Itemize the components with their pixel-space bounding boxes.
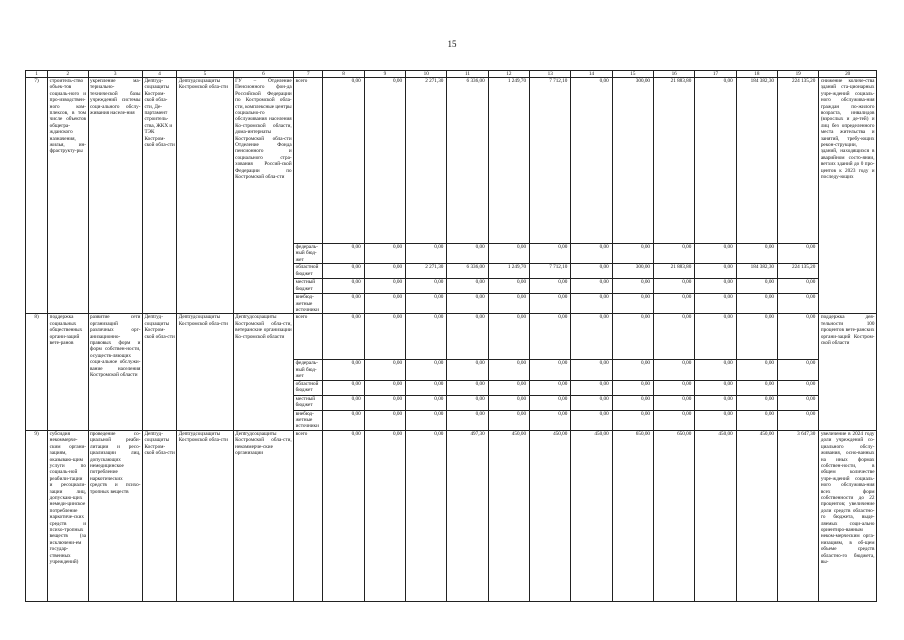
value-cell: 0,00 xyxy=(530,380,571,395)
value-cell: 0,00 xyxy=(695,78,736,244)
value-cell: 0,00 xyxy=(571,294,612,314)
column-number: 18 xyxy=(736,71,777,78)
value-cell: 0,00 xyxy=(612,360,653,380)
column-number: 4 xyxy=(142,71,176,78)
value-cell: 0,00 xyxy=(530,360,571,380)
program-table xyxy=(25,70,877,602)
value-cell: 0,00 xyxy=(530,395,571,410)
value-cell: 0,00 xyxy=(654,279,695,294)
column-number: 20 xyxy=(819,71,877,78)
value-cell: 0,00 xyxy=(778,410,819,430)
value-cell: 184 382,30 xyxy=(736,264,777,279)
value-cell: 0,00 xyxy=(612,244,653,264)
value-cell: 0,00 xyxy=(530,279,571,294)
value-cell: 6 336,00 xyxy=(447,264,488,279)
value-cell: 0,00 xyxy=(695,264,736,279)
value-cell: 0,00 xyxy=(695,360,736,380)
column-number: 11 xyxy=(447,71,488,78)
value-cell: 0,00 xyxy=(406,430,447,601)
value-cell: 0,00 xyxy=(736,410,777,430)
value-cell: 0,00 xyxy=(695,395,736,410)
value-cell: 0,00 xyxy=(323,244,364,264)
table-row xyxy=(26,430,877,601)
measure-goal: развитие сети организаций различных орг-анизационно-правовых форм и форм собствен-ности, осуществ-ляющих соци-альное обслужи-вание населения Костромской области xyxy=(88,314,142,430)
value-cell: 0,00 xyxy=(323,395,364,410)
value-cell: 224 135,20 xyxy=(778,264,819,279)
value-cell: 650,00 xyxy=(654,430,695,601)
funding-source: местный бюджет xyxy=(294,279,323,294)
column-number: 3 xyxy=(88,71,142,78)
value-cell: 450,00 xyxy=(488,430,529,601)
column-number: 16 xyxy=(654,71,695,78)
value-cell: 0,00 xyxy=(406,279,447,294)
value-cell: 6 336,00 xyxy=(447,78,488,244)
value-cell: 21 883,80 xyxy=(654,78,695,244)
value-cell: 0,00 xyxy=(778,395,819,410)
row-number: 7) xyxy=(26,78,48,314)
value-cell: 0,00 xyxy=(612,395,653,410)
measure-participant: Депtrудсоцзащиты Костромской обла-сти, ветеранские организации Ко-стромской области xyxy=(233,314,293,430)
funding-source: внебюд-жетные источники xyxy=(294,410,323,430)
value-cell: 0,00 xyxy=(364,395,405,410)
value-cell: 0,00 xyxy=(447,380,488,395)
value-cell: 0,00 xyxy=(447,294,488,314)
value-cell: 0,00 xyxy=(406,395,447,410)
value-cell: 0,00 xyxy=(695,410,736,430)
measure-executor: Депtrуд-соцзащиты Костром-ской обла-сти xyxy=(142,430,176,601)
measure-coexecutor: Депtrудсоцзащиты Костромской обла-сти xyxy=(177,314,233,430)
funding-source: всего xyxy=(294,78,323,244)
value-cell: 0,00 xyxy=(571,360,612,380)
value-cell: 0,00 xyxy=(323,410,364,430)
value-cell: 0,00 xyxy=(654,244,695,264)
value-cell: 0,00 xyxy=(778,244,819,264)
value-cell: 0,00 xyxy=(612,380,653,395)
value-cell: 0,00 xyxy=(612,279,653,294)
value-cell: 7 712,10 xyxy=(530,264,571,279)
funding-source: внебюд-жетные источники xyxy=(294,294,323,314)
value-cell: 497,30 xyxy=(447,430,488,601)
value-cell: 0,00 xyxy=(364,294,405,314)
value-cell: 0,00 xyxy=(447,410,488,430)
value-cell: 0,00 xyxy=(571,264,612,279)
value-cell: 300,00 xyxy=(612,78,653,244)
column-number: 5 xyxy=(177,71,233,78)
value-cell: 0,00 xyxy=(364,279,405,294)
value-cell: 0,00 xyxy=(488,395,529,410)
value-cell: 0,00 xyxy=(695,380,736,395)
column-number: 12 xyxy=(488,71,529,78)
value-cell: 0,00 xyxy=(654,294,695,314)
value-cell: 0,00 xyxy=(447,395,488,410)
value-cell: 0,00 xyxy=(406,294,447,314)
value-cell: 450,00 xyxy=(695,430,736,601)
value-cell: 0,00 xyxy=(530,410,571,430)
value-cell: 0,00 xyxy=(323,264,364,279)
value-cell: 0,00 xyxy=(612,410,653,430)
value-cell: 0,00 xyxy=(571,314,612,360)
value-cell: 0,00 xyxy=(778,294,819,314)
measure-coexecutor: Депtrудсоцзащиты Костромской обла-сти xyxy=(177,430,233,601)
column-number: 9 xyxy=(364,71,405,78)
value-cell: 0,00 xyxy=(571,410,612,430)
value-cell: 450,00 xyxy=(530,430,571,601)
value-cell: 450,00 xyxy=(736,430,777,601)
value-cell: 0,00 xyxy=(364,264,405,279)
value-cell: 0,00 xyxy=(364,380,405,395)
value-cell: 0,00 xyxy=(654,380,695,395)
table-row xyxy=(26,314,877,360)
funding-source: областной бюджет xyxy=(294,264,323,279)
value-cell: 2 271,30 xyxy=(406,78,447,244)
value-cell: 0,00 xyxy=(488,244,529,264)
value-cell: 0,00 xyxy=(571,279,612,294)
funding-source: всего xyxy=(294,430,323,601)
measure-goal: укрепление ма-териально-технической базы учреждений системы соци-ального обслу-живания населе-ния xyxy=(88,78,142,314)
value-cell: 0,00 xyxy=(406,244,447,264)
value-cell: 650,00 xyxy=(612,430,653,601)
value-cell: 0,00 xyxy=(530,244,571,264)
measure-participant: ГУ – Отделение Пенсионного фон-да Российской Федерации по Костромской обла-сти, комплексные центры социально-го обслуживания населения Ко-стромской области, дома-интернаты Костромской обла-сти Отделение Фонда пенсионного и социального стра-хования Россий-ской Федерации по Костромской обла-сти xyxy=(233,78,293,314)
value-cell: 7 712,10 xyxy=(530,78,571,244)
value-cell: 0,00 xyxy=(695,294,736,314)
column-number: 1 xyxy=(26,71,48,78)
column-number: 10 xyxy=(406,71,447,78)
value-cell: 3 647,30 xyxy=(778,430,819,601)
value-cell: 0,00 xyxy=(447,279,488,294)
value-cell: 0,00 xyxy=(364,410,405,430)
value-cell: 0,00 xyxy=(654,360,695,380)
column-number: 13 xyxy=(530,71,571,78)
column-number: 6 xyxy=(233,71,293,78)
value-cell: 0,00 xyxy=(364,244,405,264)
value-cell: 0,00 xyxy=(695,314,736,360)
value-cell: 0,00 xyxy=(778,360,819,380)
value-cell: 0,00 xyxy=(736,380,777,395)
value-cell: 0,00 xyxy=(571,244,612,264)
column-number: 17 xyxy=(695,71,736,78)
value-cell: 21 883,80 xyxy=(654,264,695,279)
value-cell: 2 271,30 xyxy=(406,264,447,279)
value-cell: 0,00 xyxy=(488,314,529,360)
value-cell: 0,00 xyxy=(695,279,736,294)
column-number: 7 xyxy=(294,71,323,78)
value-cell: 0,00 xyxy=(323,360,364,380)
measure-goal: проведение со-циальной реаби-литации и ресо-циализации лиц, допускающих немедицинское потребление наркотических средств и психо-тропных веществ xyxy=(88,430,142,601)
value-cell: 1 249,70 xyxy=(488,264,529,279)
value-cell: 0,00 xyxy=(406,314,447,360)
measure-coexecutor: Депtrудсоцзащиты Костромской обла-сти xyxy=(177,78,233,314)
value-cell: 0,00 xyxy=(406,410,447,430)
value-cell: 0,00 xyxy=(406,380,447,395)
value-cell: 0,00 xyxy=(447,314,488,360)
value-cell: 0,00 xyxy=(736,294,777,314)
value-cell: 300,00 xyxy=(612,264,653,279)
value-cell: 0,00 xyxy=(323,314,364,360)
value-cell: 0,00 xyxy=(488,279,529,294)
measure-name: поддержка социальных общественных органи-заций вете-ранов xyxy=(48,314,88,430)
measure-executor: Депtrуд-соцзащиты Костром-ской обла-сти xyxy=(142,314,176,430)
value-cell: 0,00 xyxy=(323,380,364,395)
expected-result: поддержка дея-тельности 100 процентов вете-ранских органи-заций Костром-ской области xyxy=(819,314,877,430)
value-cell: 0,00 xyxy=(323,78,364,244)
value-cell: 0,00 xyxy=(530,294,571,314)
value-cell: 0,00 xyxy=(364,360,405,380)
column-number: 8 xyxy=(323,71,364,78)
value-cell: 0,00 xyxy=(736,314,777,360)
measure-executor: Депtrуд-соцзащиты Костром-ской обла-сти, Де-партамент строитель-ства, ЖКХ и ТЭК Костром-ской обла-сти xyxy=(142,78,176,314)
value-cell: 0,00 xyxy=(736,360,777,380)
value-cell: 0,00 xyxy=(406,360,447,380)
value-cell: 0,00 xyxy=(364,78,405,244)
value-cell: 0,00 xyxy=(571,78,612,244)
header-row xyxy=(26,71,877,78)
measure-participant: Депtrудсоцзащиты Костромской обла-сти, некоммерче-ские организации xyxy=(233,430,293,601)
funding-source: федераль-ный бюд-жет xyxy=(294,360,323,380)
value-cell: 0,00 xyxy=(488,360,529,380)
expected-result: снижение количе-ства зданий ста-ционарных учре-ждений социаль-ного обслужива-ния граждан по-жилого возраста, инвалидов (взрослых и де-тей) и лиц без определенного места жительства и занятий, требу-ющих рекон-струкции, зданий, находящихся в аварийном состо-янии, ветхих зданий до 0 про-центов к 2023 году и последу-ющих xyxy=(819,78,877,314)
funding-source: всего xyxy=(294,314,323,360)
measure-name: строитель-ство объек-тов социаль-ного и про-изводствен-ного ком-плексов, в том числе объектов общегра-жданского назначения, жилья, ин-фраструкту-ры xyxy=(48,78,88,314)
value-cell: 0,00 xyxy=(654,314,695,360)
value-cell: 0,00 xyxy=(736,279,777,294)
funding-source: местный бюджет xyxy=(294,395,323,410)
value-cell: 0,00 xyxy=(364,314,405,360)
column-number: 2 xyxy=(48,71,88,78)
value-cell: 0,00 xyxy=(654,410,695,430)
value-cell: 0,00 xyxy=(447,244,488,264)
value-cell: 0,00 xyxy=(323,279,364,294)
value-cell: 450,00 xyxy=(571,430,612,601)
value-cell: 0,00 xyxy=(488,410,529,430)
value-cell: 0,00 xyxy=(654,395,695,410)
value-cell: 0,00 xyxy=(323,430,364,601)
value-cell: 0,00 xyxy=(530,314,571,360)
page-number: 15 xyxy=(447,39,457,49)
column-number: 19 xyxy=(778,71,819,78)
value-cell: 0,00 xyxy=(695,244,736,264)
value-cell: 0,00 xyxy=(571,380,612,395)
measure-name: субсидия некоммерче-ским органи-зациям, оказываю-щим услуги по социаль-ной реабили-тации и ресоциали-зации лиц, допускаю-щих немеди-цинское потребление наркотиче-ских средств и психо-тропных веществ (за исключени-ем государ-ственных учреждений) xyxy=(48,430,88,601)
value-cell: 224 135,20 xyxy=(778,78,819,244)
expected-result: увеличение в 2024 году доли учреждений со-циального обслу-живания, осно-ванных на иных формах собствен-ности, в общем количестве учре-ждений социаль-ного обслужива-ния всех форм собственности до 22 процентов; увеличение доли средств областно-го бюджета, выде-ляемых соци-ально ориентиро-ванным неком-мерческим орга-низациям, в об-щем объеме средств областно-го бюджета, вы- xyxy=(819,430,877,601)
value-cell: 0,00 xyxy=(736,395,777,410)
funding-source: федераль-ный бюд-жет xyxy=(294,244,323,264)
funding-source: областной бюджет xyxy=(294,380,323,395)
value-cell: 1 249,70 xyxy=(488,78,529,244)
value-cell: 0,00 xyxy=(488,294,529,314)
value-cell: 0,00 xyxy=(612,314,653,360)
value-cell: 0,00 xyxy=(364,430,405,601)
column-number: 15 xyxy=(612,71,653,78)
column-number: 14 xyxy=(571,71,612,78)
value-cell: 0,00 xyxy=(736,244,777,264)
value-cell: 0,00 xyxy=(571,395,612,410)
value-cell: 0,00 xyxy=(488,380,529,395)
row-number: 8) xyxy=(26,314,48,430)
value-cell: 0,00 xyxy=(323,294,364,314)
row-number: 9) xyxy=(26,430,48,601)
value-cell: 0,00 xyxy=(778,314,819,360)
value-cell: 0,00 xyxy=(778,380,819,395)
value-cell: 0,00 xyxy=(612,294,653,314)
value-cell: 184 382,30 xyxy=(736,78,777,244)
value-cell: 0,00 xyxy=(778,279,819,294)
value-cell: 0,00 xyxy=(447,360,488,380)
table-row xyxy=(26,78,877,244)
